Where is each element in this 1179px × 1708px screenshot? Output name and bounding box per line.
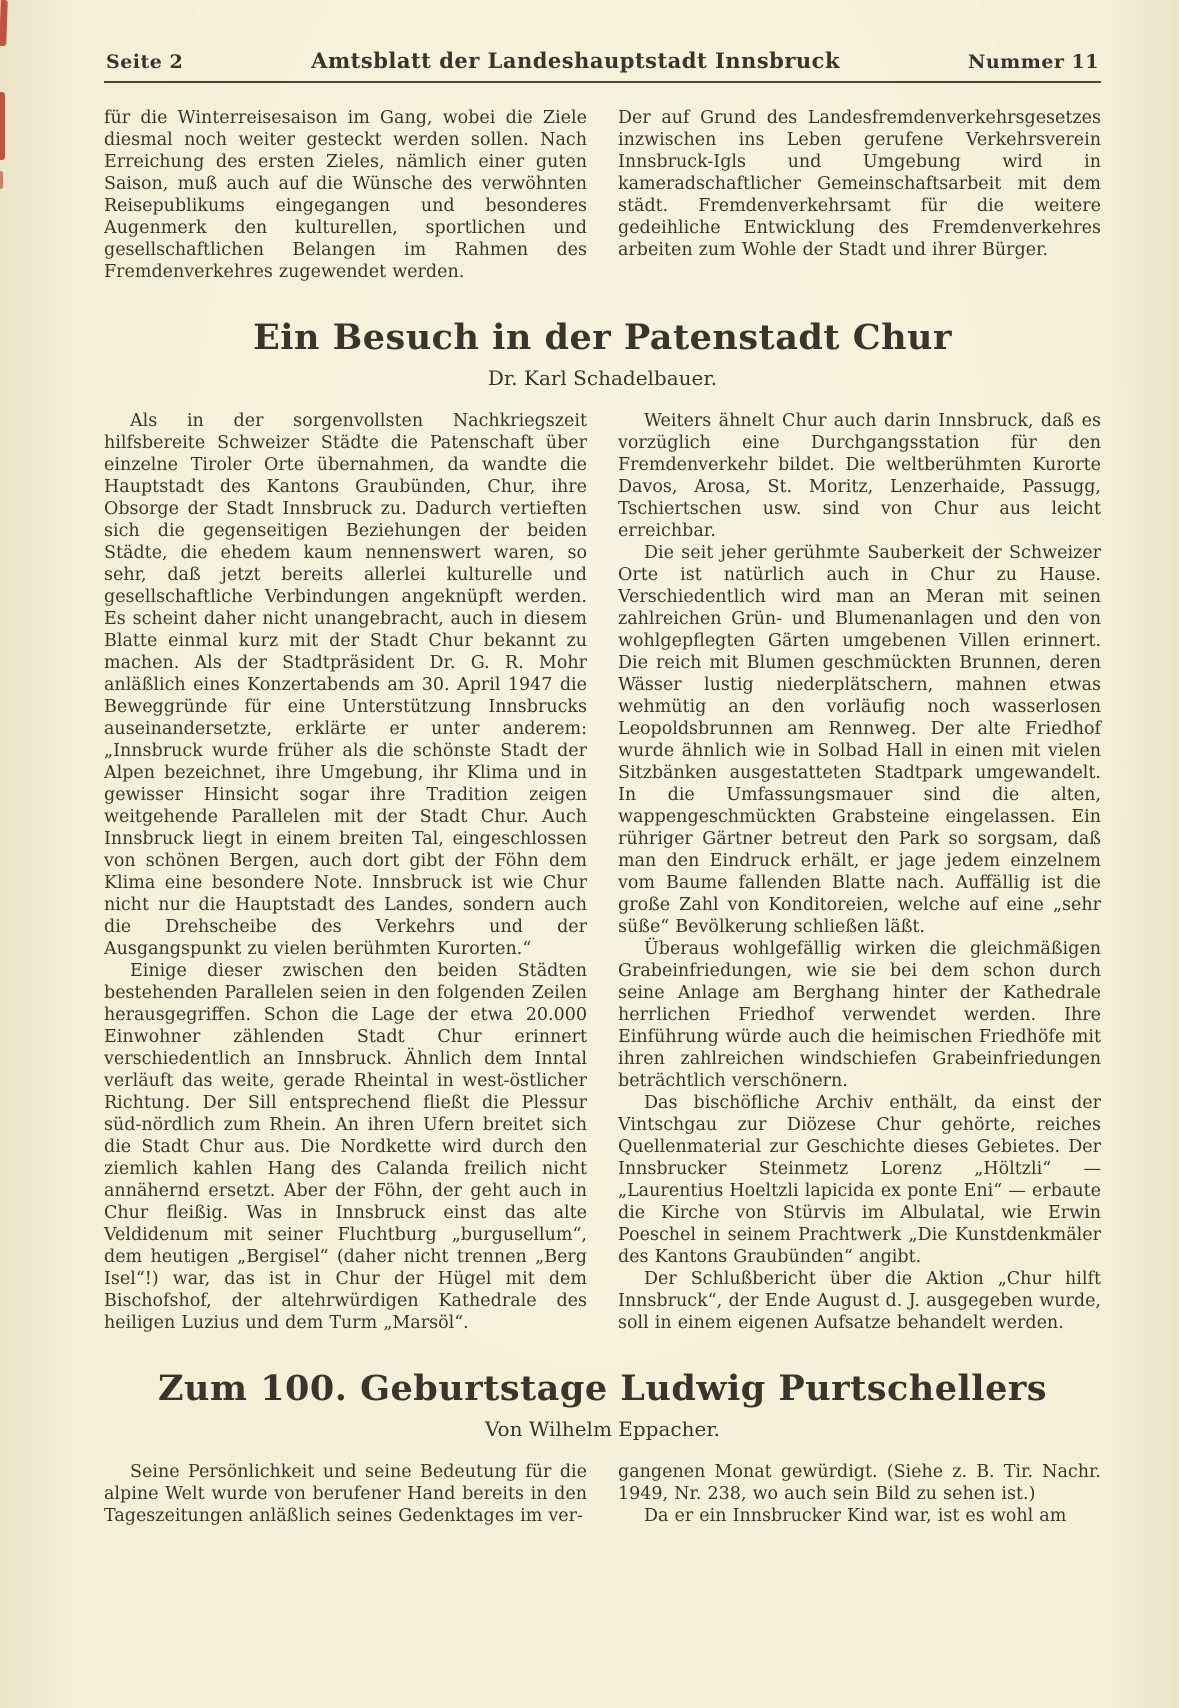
paragraph: Einige dieser zwischen den beiden Städten bestehenden Parallelen seien in den folgenden Zeilen herausgegriffen. Schon die Lage der etwa 20.000 Einwohner zählenden Stadt Chur erinnert verschiedentlich an Innsbruck. Ähnlich dem Inntal verläuft das weite, gerade Rheintal in west-östlicher Richtung. Der Sill entsprechend fließt die Plessur süd-nördlich zum Rhein. An ihren Ufern breitet sich die Stadt Chur aus. Die Nordkette wird durch den ziemlich kahlen Hang des Calanda freilich nicht annähernd ersetzt. Aber der Föhn, der geht auch in Chur fleißig. Was in Innsbruck einst das alte Veldidenum mit seiner Fluchtburg „burgusellum“, dem heutigen „Bergisel“ (daher nicht trennen „Berg Isel“!) war, das ist in Chur der Hügel mit dem Bischofshof, der altehrwürdigen Kathedrale des heiligen Luzius und dem Turm „Marsöl“. bbox=[104, 961, 587, 1333]
intro-left-column bbox=[104, 107, 587, 283]
paragraph: Überaus wohlgefällig wirken die gleichmäßigen Grabeinfriedungen, wie sie bei dem schon durch seine Anlage am Berghang hinter der Kathedrale herrlichen Friedhof verwendet werden. Ihre Einführung würde auch die heimischen Friedhöfe mit ihren zahlreichen windschiefen Grabeinfriedungen beträchtlich verschönern. bbox=[618, 939, 1101, 1091]
article-purtscheller-right-column bbox=[618, 1461, 1101, 1527]
article-chur-headline: Ein Besuch in der Patenstadt Chur bbox=[253, 317, 952, 358]
paragraph: Der Schlußbericht über die Aktion „Chur hilft Innsbruck“, der Ende August d. J. ausgegeben wurde, soll in einem eigenen Aufsatze behandelt werden. bbox=[618, 1269, 1101, 1333]
paragraph: Als in der sorgenvollsten Nachkriegszeit hilfsbereite Schweizer Städte die Patenschaft über einzelne Tiroler Orte übernahmen, da wandte die Hauptstadt des Kantons Graubünden, Chur, ihre Obsorge der Stadt Innsbruck zu. Dadurch vertieften sich die gegenseitigen Beziehungen der beiden Städte, die ehedem kaum nennenswert waren, so sehr, daß jetzt bereits allerlei kulturelle und gesellschaftliche Verbindungen angeknüpft werden. Es scheint daher nicht unangebracht, auch in diesem Blatte einmal kurz mit der Stadt Chur bekannt zu machen. Als der Stadtpräsident Dr. G. R. Mohr anläßlich eines Konzertabends am 30. April 1947 die Beweggründe für eine Unterstützung Innsbrucks auseinandersetzte, erklärte er unter anderem: „Innsbruck wurde früher als die schönste Stadt der Alpen bezeichnet, ihre Umgebung, ihr Klima und in gewisser Hinsicht sogar ihre Tradition zeigen weitgehende Parallelen mit der Stadt Chur. Auch Innsbruck liegt in einem breiten Tal, eingeschlossen von schönen Bergen, auch dort gibt der Föhn dem Klima eine besondere Note. Innsbruck ist wie Chur nicht nur die Hauptstadt des Landes, sondern auch die Drehscheibe des Verkehrs und der Ausgangspunkt zu vielen berühmten Kurorten.“ bbox=[104, 411, 587, 959]
paragraph: Weiters ähnelt Chur auch darin Innsbruck, daß es vorzüglich eine Durchgangsstation für den Fremdenverkehr bildet. Die weltberühmten Kurorte Davos, Arosa, St. Moritz, Lenzerhaide, Passugg, Tschiertschen usw. sind von Chur aus leicht erreichbar. bbox=[618, 411, 1101, 541]
article-purtscheller-byline: Von Wilhelm Eppacher. bbox=[484, 1417, 721, 1441]
article-chur-body bbox=[104, 410, 1101, 1334]
article-purtscheller-body bbox=[104, 1461, 1101, 1527]
article-chur-left-column bbox=[104, 410, 587, 1334]
intro-section bbox=[104, 107, 1101, 283]
masthead-title: Amtsblatt der Landeshauptstadt Innsbruck bbox=[311, 48, 841, 73]
article-chur-right-column bbox=[618, 410, 1101, 1334]
page-number: Seite 2 bbox=[106, 51, 184, 73]
article-chur bbox=[104, 317, 1101, 1334]
paragraph: Der auf Grund des Landesfremdenverkehrsgesetzes inzwischen ins Leben gerufene Verkehrsverein Innsbruck-Igls und Umgebung wird in kameradschaftlicher Gemeinschaftsarbeit mit dem städt. Fremdenverkehrsamt für die weitere gedeihliche Entwicklung des Fremdenverkehres arbeiten zum Wohle der Stadt und ihrer Bürger. bbox=[618, 108, 1101, 260]
article-purtscheller-headline: Zum 100. Geburtstage Ludwig Purtschellers bbox=[157, 1368, 1048, 1409]
issue-number: Nummer 11 bbox=[967, 51, 1099, 73]
article-purtscheller-left-column bbox=[104, 1461, 587, 1527]
paragraph: für die Winterreisesaison im Gang, wobei die Ziele diesmal noch weiter gesteckt werden sollen. Nach Erreichung des ersten Zieles, nämlich einer guten Saison, muß auch auf die Wünsche des verwöhnten Reisepublikums eingegangen und besonderes Augenmerk den kulturellen, sportlichen und gesellschaftlichen Belangen im Rahmen des Fremdenverkehres zugewendet werden. bbox=[104, 108, 587, 282]
paragraph: gangenen Monat gewürdigt. (Siehe z. B. Tir. Nachr. 1949, Nr. 238, wo auch sein Bild zu sehen ist.) bbox=[618, 1462, 1101, 1504]
paragraph: Da er ein Innsbrucker Kind war, ist es wohl am bbox=[644, 1506, 1067, 1526]
masthead-rule bbox=[104, 81, 1101, 83]
paragraph: Die seit jeher gerühmte Sauberkeit der Schweizer Orte ist natürlich auch in Chur zu Hause. Verschiedentlich wird man an Meran mit seinen zahlreichen Grün- und Blumenanlagen und den von wohlgepflegten Gärten umgebenen Villen erinnert. Die reich mit Blumen geschmückten Brunnen, deren Wässer lustig niederplätschern, mahnen etwas wehmütig an den vorläufig noch wasserlosen Leopoldsbrunnen am Rennweg. Der alte Friedhof wurde ähnlich wie in Solbad Hall in einen mit vielen Sitzbänken ausgestatteten Stadtpark umgewandelt. In die Umfassungsmauer sind die alten, wappengeschmückten Grabsteine eingelassen. Ein rühriger Gärtner betreut den Park so sorgsam, daß man den Eindruck erhält, er jage jedem einzelnem vom Baume fallenden Blatte nach. Auffällig ist die große Zahl von Konditoreien, welche auf eine „sehr süße“ Bevölkerung schließen läßt. bbox=[618, 543, 1101, 937]
red-edge-mark bbox=[0, 171, 3, 189]
paragraph: Seine Persönlichkeit und seine Bedeutung für die alpine Welt wurde von berufener Hand bereits in den Tageszeitungen anläßlich seines Gedenktages im ver- bbox=[104, 1462, 587, 1526]
paragraph: Das bischöfliche Archiv enthält, da einst der Vintschgau zur Diözese Chur gehörte, reiches Quellenmaterial zur Geschichte dieses Gebietes. Der Innsbrucker Steinmetz Lorenz „Höltzli“ — „Laurentius Hoeltzli lapicida ex ponte Eni“ — erbaute die Kirche von Stürvis im Albulatal, wie Erwin Poeschel in seinem Prachtwerk „Die Kunstdenkmäler des Kantons Graubünden“ angibt. bbox=[618, 1093, 1101, 1267]
intro-right-column bbox=[618, 107, 1101, 283]
article-purtscheller bbox=[104, 1368, 1101, 1527]
article-chur-byline: Dr. Karl Schadelbauer. bbox=[487, 366, 718, 390]
masthead bbox=[104, 48, 1101, 81]
red-edge-mark bbox=[0, 92, 5, 160]
